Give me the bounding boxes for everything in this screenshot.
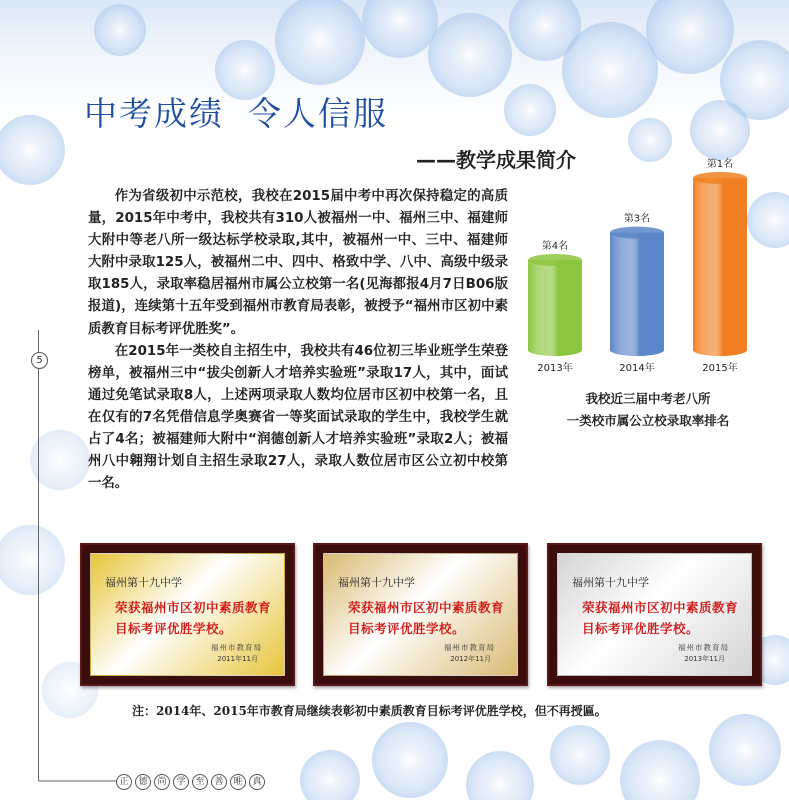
plaque-2013 <box>547 543 762 686</box>
bar-shading <box>610 233 664 356</box>
page-subtitle: ——教学成果简介 <box>416 148 576 172</box>
plaque-2012 <box>313 543 528 686</box>
body-text <box>88 186 508 495</box>
paragraph-1: 作为省级初中示范校，我校在2015届中考中再次保持稳定的高质量，2015年中考中，我校共有310人被福州一中、福州三中、福建师大附中等老八所一级达标学校录取,其中，被福州一中、三中、福建师大附中录取125人，被福州二中、四中、格致中学、八中、高级中级录取185人，录取率稳居福州市属公立校第一名(见海都报4月7日B06版报道)，连续第十五年受到福州市教育局表彰，被授予“福州市区初中素质教育目标考评优胜奖”。 <box>88 189 508 337</box>
plaque-2011 <box>80 543 295 686</box>
bar-shading <box>693 178 747 356</box>
chart-caption-line2: 一类校市属公立校录取率排名 <box>566 413 730 428</box>
page-number: 5 <box>31 352 48 369</box>
data-label: 第3名 <box>623 213 651 225</box>
plaque-honor: 荣获福州市区初中素质教育目标考评优胜学校。 <box>582 600 739 636</box>
plaque-face <box>323 553 518 676</box>
title-part1: 中考成绩 <box>84 94 224 133</box>
plaque-date: 2013年11月 <box>684 655 725 663</box>
plaque-date: 2011年11月 <box>217 655 258 663</box>
title-part2: 令人信服 <box>248 94 388 133</box>
plaque-issuer: 福州市教育局 <box>444 643 495 652</box>
motto-char: 尚 <box>154 774 170 790</box>
plaque-issuer: 福州市教育局 <box>211 643 262 652</box>
motto-char: 至 <box>192 774 208 790</box>
footnote: 注：2014年、2015年市教育局继续表彰初中素质教育目标考评优胜学校，但不再授匾。 <box>132 704 607 718</box>
category-label: 2013年 <box>537 363 573 374</box>
motto-char: 正 <box>116 774 132 790</box>
plaque-school: 福州第十九中学 <box>572 576 649 589</box>
motto-char: 唯 <box>230 774 246 790</box>
bar-shading <box>528 260 582 356</box>
category-label: 2015年 <box>702 363 738 374</box>
plaque-school: 福州第十九中学 <box>105 576 182 589</box>
category-label: 2014年 <box>619 363 655 374</box>
plaque-honor: 荣获福州市区初中素质教育目标考评优胜学校。 <box>348 600 505 636</box>
bar-top <box>693 172 747 184</box>
data-label: 第4名 <box>541 241 569 252</box>
paragraph-2: 在2015年一类校自主招生中，我校共有46位初三毕业班学生荣登榜单，被福州三中“拔尖创新人才培养实验班”录取17人，其中，面试通过免笔试录取8人，上述两项录取人数均位居市区初中校第一名，且在仅有的7名凭借信息学奥赛省一等奖面试录取的学生中，我校学生就占了4名；被福建师大附中“润德创新人才培养实验班”录取2人；被福州八中翱翔计划自主招生录取27人，录取人数位居市区公立初中校第一名。 <box>88 343 508 492</box>
data-label: 第1名 <box>706 159 734 170</box>
motto-char: 学 <box>173 774 189 790</box>
bar-top <box>610 227 664 239</box>
plaque-face <box>557 553 752 676</box>
plaque-honor: 荣获福州市区初中素质教育目标考评优胜学校。 <box>115 600 272 636</box>
school-motto <box>116 774 265 790</box>
ranking-bar-chart <box>510 155 770 377</box>
plaque-date: 2012年11月 <box>450 655 491 663</box>
page-title <box>84 88 388 135</box>
chart-caption <box>538 388 758 432</box>
plaque-face <box>90 553 285 676</box>
chart-caption-line1: 我校近三届中考老八所 <box>585 391 711 406</box>
plaque-school: 福州第十九中学 <box>338 576 415 589</box>
motto-char: 真 <box>249 774 265 790</box>
bar-top <box>528 254 582 266</box>
motto-char: 德 <box>135 774 151 790</box>
plaque-issuer: 福州市教育局 <box>678 643 729 652</box>
motto-char: 善 <box>211 774 227 790</box>
